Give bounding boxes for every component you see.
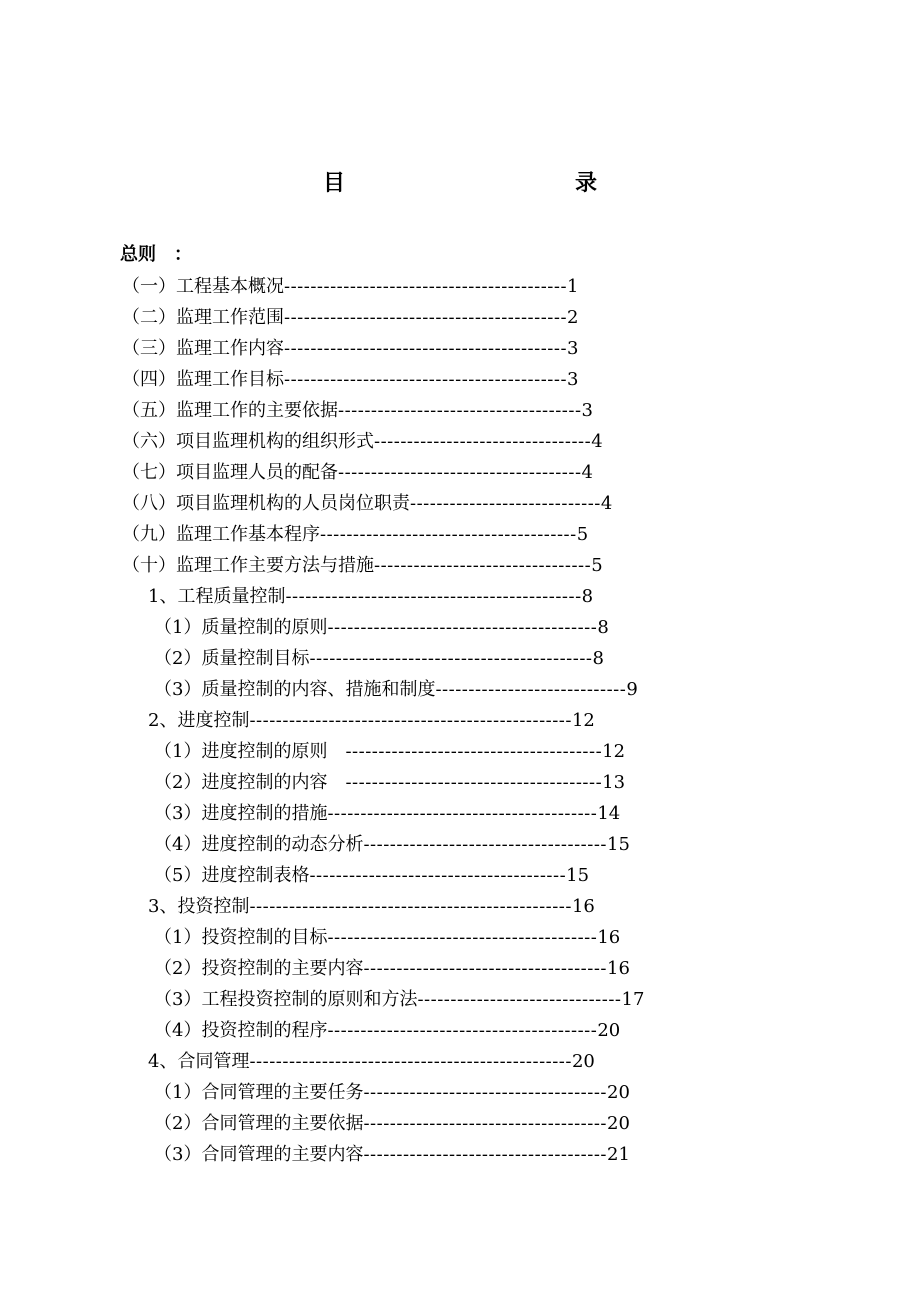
toc-entry-label: （五）监理工作的主要依据: [122, 400, 338, 421]
toc-entry-label: （2）质量控制目标: [154, 648, 310, 669]
toc-title: 目 录: [322, 171, 659, 196]
toc-entry-page: 16: [597, 927, 621, 948]
toc-entry: [148, 891, 806, 922]
toc-entry: [122, 364, 770, 395]
toc-entry-label: 3、投资控制: [148, 896, 250, 917]
toc-entry-page: 5: [576, 524, 589, 545]
toc-entry-page: 16: [571, 896, 595, 917]
toc-entry: [122, 426, 770, 457]
toc-entry-leader: ---------------------------------: [374, 555, 592, 576]
toc-entry-label: （5）进度控制表格: [154, 865, 310, 886]
toc-entry-label: （十）监理工作主要方法与措施: [122, 555, 374, 576]
toc-entry-label: （四）监理工作目标: [122, 369, 284, 390]
toc-entry: [122, 488, 770, 519]
toc-entry-leader: -------------------------------------: [363, 834, 607, 855]
toc-entry: [154, 612, 792, 643]
toc-entry-page: 21: [607, 1144, 630, 1165]
toc-entry-page: 3: [581, 400, 593, 421]
toc-entry: [122, 519, 770, 550]
toc-entry-leader: -------------------------------------------------: [249, 896, 572, 917]
toc-entry-page: 13: [602, 772, 626, 793]
toc-entry-label: （2）投资控制的主要内容: [154, 958, 364, 979]
toc-entry: [154, 1015, 806, 1046]
toc-entry-leader: -------------------------------------: [338, 400, 582, 421]
toc-entry-page: 3: [567, 369, 579, 390]
toc-entry: [122, 457, 770, 488]
toc-entry-page: 8: [597, 617, 609, 638]
toc-entry-page: 14: [597, 803, 621, 824]
toc-entry-page: 4: [600, 493, 613, 514]
toc-entry-label: （八）项目监理机构的人员岗位职责: [122, 493, 410, 514]
toc-entry-page: 20: [597, 1020, 621, 1041]
toc-entry-label: （3）质量控制的内容、措施和制度: [154, 679, 436, 700]
toc-entry-page: 3: [567, 338, 579, 359]
toc-entry-page: 8: [581, 586, 594, 607]
toc-entry-page: 8: [592, 648, 604, 669]
toc-entry-leader: ---------------------------------------: [345, 772, 603, 793]
toc-entry-leader: -------------------------------------: [338, 462, 582, 483]
toc-entry-label: （二）监理工作范围: [122, 307, 284, 328]
toc-entry-label: （1）合同管理的主要任务: [154, 1082, 364, 1103]
toc-entry-leader: -----------------------------------------: [327, 803, 598, 824]
toc-entry: [154, 1077, 806, 1108]
toc-entry-label: （3）合同管理的主要内容: [154, 1144, 364, 1165]
toc-entry-leader: ---------------------------------------------: [285, 586, 582, 607]
toc-entry-page: 20: [607, 1113, 630, 1134]
toc-entry-leader: -------------------------------------------: [284, 276, 568, 297]
toc-entry-label: （九）监理工作基本程序: [122, 524, 320, 545]
toc-entry-page: 1: [567, 276, 579, 297]
toc-entry-label: （1）质量控制的原则: [154, 617, 328, 638]
toc-entry-label: （七）项目监理人员的配备: [122, 462, 338, 483]
toc-entry-label: （2）进度控制的内容: [154, 772, 346, 793]
toc-entry-leader: -------------------------------: [417, 989, 622, 1010]
toc-entry-page: 16: [607, 958, 630, 979]
toc-entry: [154, 1139, 806, 1170]
toc-entry-leader: -----------------------------------------: [327, 927, 598, 948]
toc-entry-leader: -------------------------------------------: [284, 307, 568, 328]
toc-entry-page: 20: [571, 1051, 595, 1072]
toc-entry-page: 12: [571, 710, 595, 731]
toc-entry-label: （三）监理工作内容: [122, 338, 284, 359]
toc-entry-label: （3）进度控制的措施: [154, 803, 328, 824]
toc-entry-label: （2）合同管理的主要依据: [154, 1113, 364, 1134]
toc-entry-label: （1）进度控制的原则: [154, 741, 346, 762]
toc-entry-leader: -------------------------------------: [363, 1144, 607, 1165]
toc-entry: [122, 333, 770, 364]
toc-entry-leader: -------------------------------------------------: [249, 710, 572, 731]
toc-entry: [154, 953, 806, 984]
toc-entry-leader: -------------------------------------------: [284, 338, 568, 359]
toc-entry: [122, 271, 770, 302]
toc-entry-page: 15: [566, 865, 590, 886]
toc-entry: [148, 705, 806, 736]
toc-entry-page: 5: [591, 555, 603, 576]
toc-entry-label: （4）进度控制的动态分析: [154, 834, 364, 855]
toc-entry-label: （1）投资控制的目标: [154, 927, 328, 948]
toc-entry: [154, 767, 786, 798]
toc-entry: [154, 984, 806, 1015]
toc-entry-leader: -------------------------------------: [363, 958, 607, 979]
section-heading: 总则 ：: [120, 244, 192, 265]
toc-entry-page: 9: [626, 679, 638, 700]
toc-entry-label: （3）工程投资控制的原则和方法: [154, 989, 418, 1010]
toc-entry-leader: -------------------------------------------: [284, 369, 568, 390]
toc-entry-label: 2、进度控制: [148, 710, 250, 731]
toc-entry: [122, 395, 770, 426]
toc-entry: [122, 550, 770, 581]
toc-entry-page: 17: [621, 989, 645, 1010]
toc-entry: [154, 643, 792, 674]
toc-entry-label: （六）项目监理机构的组织形式: [122, 431, 374, 452]
toc-entry: [154, 829, 786, 860]
toc-entry-label: （4）投资控制的程序: [154, 1020, 328, 1041]
toc-entry-page: 12: [602, 741, 626, 762]
toc-entry: [154, 922, 806, 953]
toc-entry-leader: -------------------------------------------: [309, 648, 593, 669]
toc-entry-leader: -----------------------------------------: [327, 617, 598, 638]
toc-entry-page: 2: [567, 307, 579, 328]
toc-entry-leader: -------------------------------------: [363, 1082, 607, 1103]
toc-entry: [154, 736, 806, 767]
toc-entry-page: 20: [607, 1082, 630, 1103]
toc-entry-page: 4: [591, 431, 603, 452]
toc-entry: [154, 674, 792, 705]
toc-entry-leader: -------------------------------------: [363, 1113, 607, 1134]
toc-entry-label: 4、合同管理: [148, 1051, 250, 1072]
toc-entry: [154, 798, 786, 829]
toc-entry: [154, 860, 764, 891]
toc-entry: [148, 581, 792, 612]
toc-entry-leader: -----------------------------------------: [327, 1020, 598, 1041]
toc-entry: [154, 1108, 806, 1139]
toc-entry-leader: ---------------------------------: [374, 431, 592, 452]
toc-entry-page: 4: [581, 462, 593, 483]
toc-entry-leader: -------------------------------------------------: [249, 1051, 572, 1072]
toc-entry-leader: -----------------------------: [410, 493, 601, 514]
toc-entry-leader: ---------------------------------------: [309, 865, 567, 886]
toc-entry-label: （一）工程基本概况: [122, 276, 284, 297]
toc-entry: [148, 1046, 806, 1077]
toc-entry-page: 15: [607, 834, 630, 855]
toc-entry-leader: ---------------------------------------: [345, 741, 603, 762]
toc-entry-label: 1、工程质量控制: [148, 586, 286, 607]
toc-entry-leader: -----------------------------: [435, 679, 627, 700]
toc-entry-leader: ---------------------------------------: [320, 524, 577, 545]
toc-entry: [122, 302, 770, 333]
